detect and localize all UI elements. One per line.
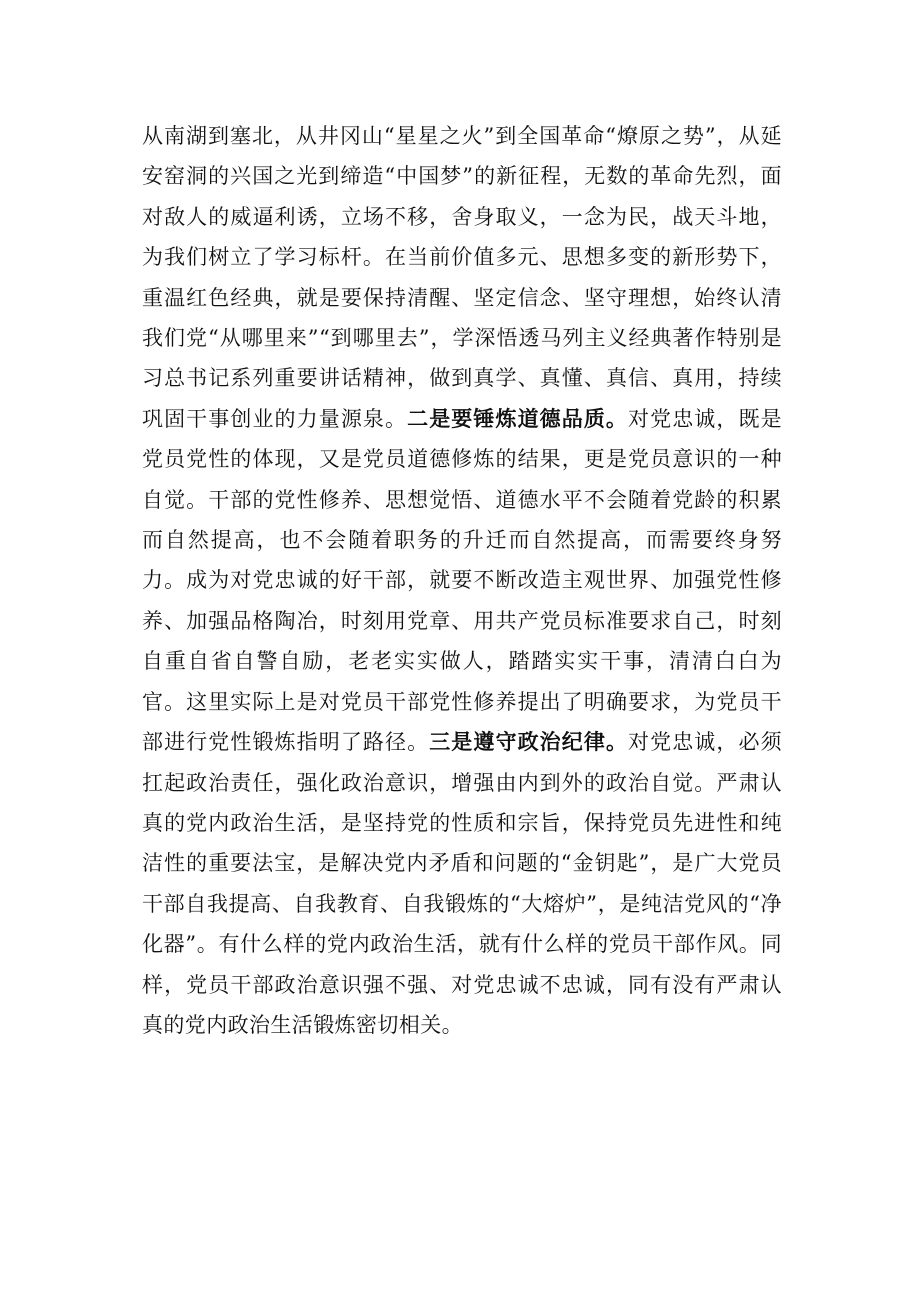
- bold-lead-3: 三是遵守政治纪律。: [429, 729, 629, 755]
- bold-lead-2: 二是要锤炼道德品质。: [407, 405, 629, 431]
- body-paragraph: [142, 116, 782, 1045]
- text-segment-1: 从南湖到塞北，从井冈山“星星之火”到全国革命“燎原之势”，从延安窑洞的兴国之光到缔造“中国梦”的新征程，无数的革命先烈，面对敌人的威逼利诱，立场不移，舍身取义，一念为民，战天斗地，为我们树立了学习标杆。在当前价值多元、思想多变的新形势下，重温红色经典，就是要保持清醒、坚定信念、坚守理想，始终认清我们党“从哪里来”“到哪里去”，学深悟透马列主义经典著作特别是习总书记系列重要讲话精神，做到真学、真懂、真信、真用，持续巩固干事创业的力量源泉。: [142, 124, 782, 431]
- text-segment-2: 对党忠诚，既是党员党性的体现，又是党员道德修炼的结果，更是党员意识的一种自觉。干部的党性修养、思想觉悟、道德水平不会随着党龄的积累而自然提高，也不会随着职务的升迁而自然提高，而需要终身努力。成为对党忠诚的好干部，就要不断改造主观世界、加强党性修养、加强品格陶冶，时刻用党章、用共产党员标准要求自己，时刻自重自省自警自励，老老实实做人，踏踏实实干事，清清白白为官。这里实际上是对党员干部党性修养提出了明确要求，为党员干部进行党性锻炼指明了路径。: [142, 406, 782, 755]
- text-segment-3: 对党忠诚，必须扛起政治责任，强化政治意识，增强由内到外的政治自觉。严肃认真的党内政治生活，是坚持党的性质和宗旨，保持党员先进性和纯洁性的重要法宝，是解决党内矛盾和问题的“金钥匙”，是广大党员干部自我提高、自我教育、自我锻炼的“大熔炉”，是纯洁党风的“净化器”。有什么样的党内政治生活，就有什么样的党员干部作风。同样，党员干部政治意识强不强、对党忠诚不忠诚，同有没有严肃认真的党内政治生活锻炼密切相关。: [142, 730, 782, 1037]
